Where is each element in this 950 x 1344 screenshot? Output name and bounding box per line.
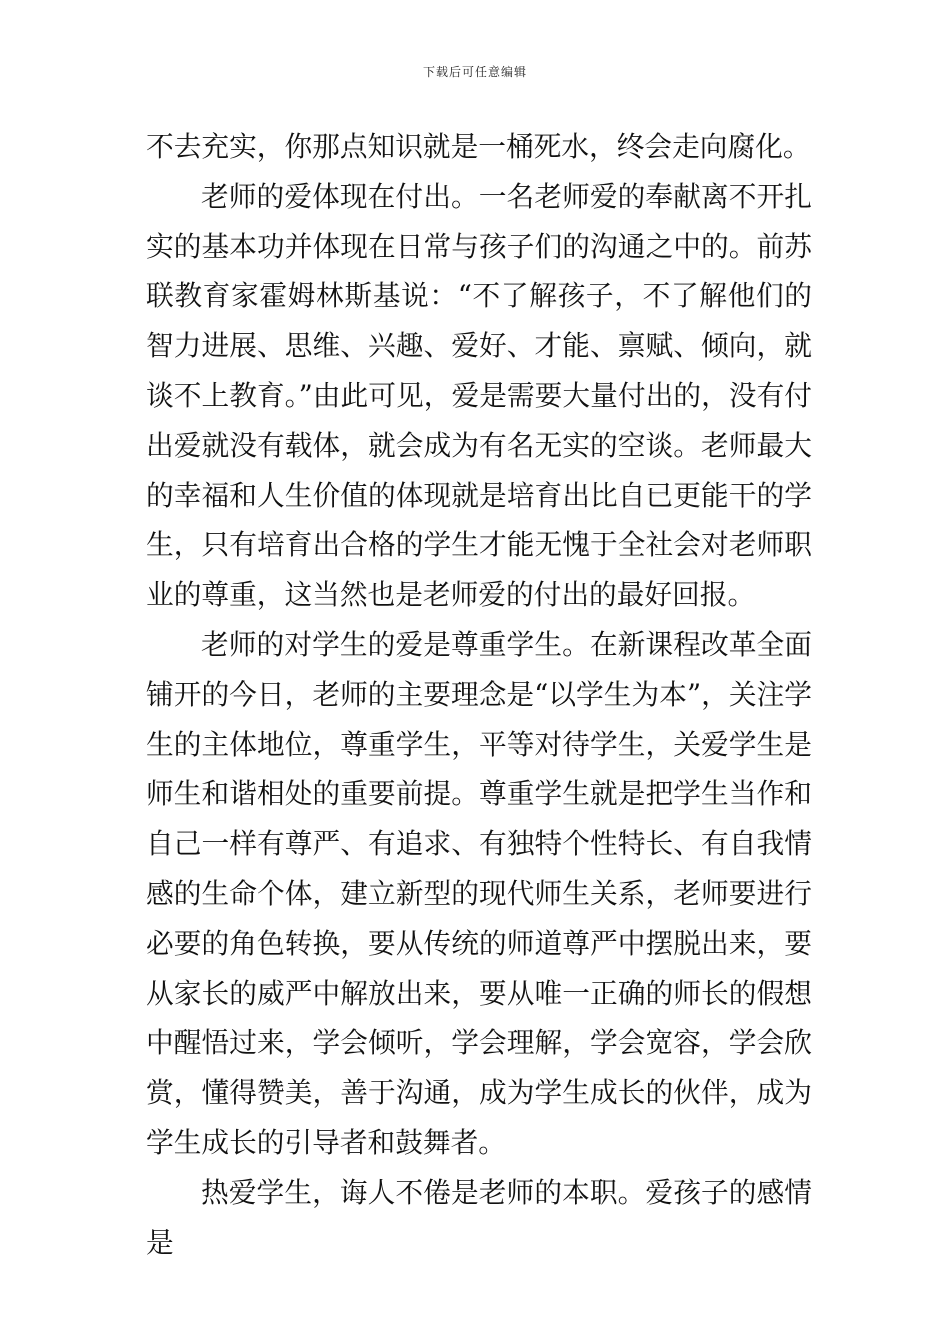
paragraph: 老师的对学生的爱是尊重学生。在新课程改革全面铺开的今日，老师的主要理念是“以学生为本”，关注学生的主体地位，尊重学生，平等对待学生，关爱学生是师生和谐相处的重要前提。尊重学生就是把学生当作和自己一样有尊严、有追求、有独特个性特长、有自我情感的生命个体，建立新型的现代师生关系，老师要进行必要的角色转换，要从传统的师道尊严中摆脱出来，要从家长的威严中解放出来，要从唯一正确的师长的假想中醒悟过来，学会倾听，学会理解，学会宽容，学会欣赏，懂得赞美，善于沟通，成为学生成长的伙伴，成为学生成长的引导者和鼓舞者。 (146, 627, 812, 1159)
body-text (146, 122, 812, 1267)
paragraph-continuation: 不去充实，你那点知识就是一桶死水，终会走向腐化。 (146, 130, 811, 163)
paragraph: 热爱学生，诲人不倦是老师的本职。爱孩子的感情是 (146, 1175, 812, 1259)
page-header: 下载后可任意编辑 (422, 65, 527, 79)
paragraph: 老师的爱体现在付出。一名老师爱的奉献离不开扎实的基本功并体现在日常与孩子们的沟通之中的。前苏联教育家霍姆林斯基说：“不了解孩子，不了解他们的智力进展、思维、兴趣、爱好、才能、禀赋、倾向，就谈不上教育。”由此可见，爱是需要大量付出的，没有付出爱就没有载体，就会成为有名无实的空谈。老师最大的幸福和人生价值的体现就是培育出比自已更能干的学生，只有培育出合格的学生才能无愧于全社会对老师职业的尊重，这当然也是老师爱的付出的最好回报。 (146, 179, 812, 612)
